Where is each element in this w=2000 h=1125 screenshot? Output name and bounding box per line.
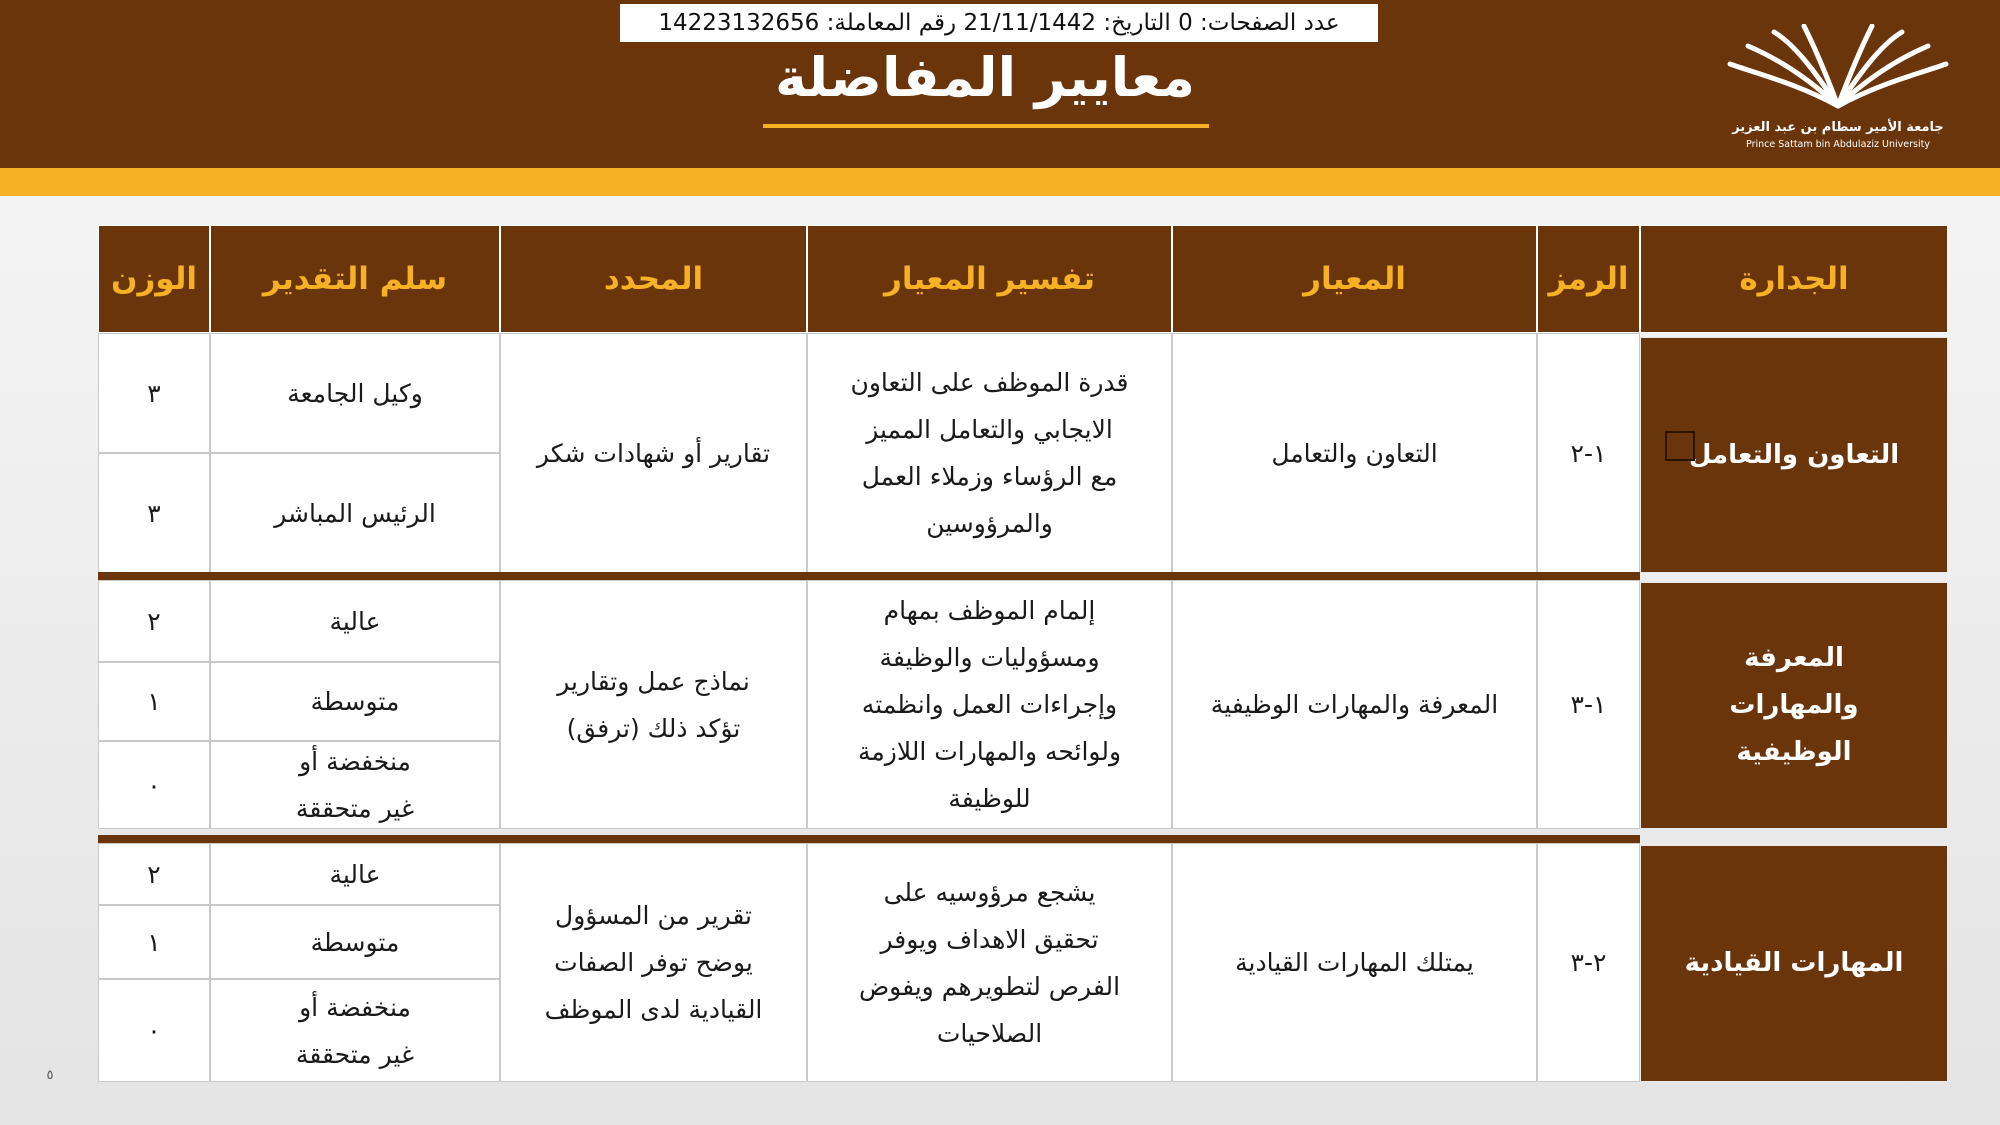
logo-name-arabic: جامعة الأمير سطام بن عبد العزيز xyxy=(1732,120,1944,135)
weight-cell: ٠ xyxy=(98,741,210,829)
accent-band xyxy=(0,168,2000,196)
scale-cell: عالية xyxy=(210,580,500,662)
header-weight: الوزن xyxy=(98,225,210,333)
scale-cell: وكيل الجامعة xyxy=(210,333,500,453)
competency-cell: المعرفة والمهارات الوظيفية xyxy=(1640,582,1948,829)
scale-cell: عالية xyxy=(210,843,500,905)
scale-cell: منخفضة أو غير متحققة xyxy=(210,979,500,1082)
title-underline xyxy=(763,124,1209,128)
determinant-cell: تقارير أو شهادات شكر xyxy=(500,333,807,573)
code-cell: ٢-٣ xyxy=(1537,843,1640,1082)
logo-name-english: Prince Sattam bin Abdulaziz University xyxy=(1746,139,1930,150)
competency-label: التعاون والتعامل xyxy=(1688,439,1900,470)
book-logo-icon xyxy=(1718,24,1958,120)
header-criterion: المعيار xyxy=(1172,225,1537,333)
scale-cell: متوسطة xyxy=(210,905,500,979)
header-competency: الجدارة xyxy=(1640,225,1948,333)
explanation-cell: إلمام الموظف بمهام ومسؤوليات والوظيفة وإجراءات العمل وانظمته ولوائحه والمهارات اللازمة للوظيفة xyxy=(807,580,1172,829)
code-cell: ١-٣ xyxy=(1537,580,1640,829)
weight-cell: ٢ xyxy=(98,843,210,905)
code-cell: ١-٢ xyxy=(1537,333,1640,573)
weight-cell: ٣ xyxy=(98,453,210,573)
document-meta-stamp: عدد الصفحات: 0 التاريخ: 21/11/1442 رقم المعاملة: 14223132656 xyxy=(620,4,1378,42)
determinant-cell: تقرير من المسؤول يوضح توفر الصفات القيادية لدى الموظف xyxy=(500,843,807,1082)
scale-cell: متوسطة xyxy=(210,662,500,741)
university-logo xyxy=(1718,24,1958,154)
weight-cell: ٠ xyxy=(98,979,210,1082)
explanation-cell: قدرة الموظف على التعاون الايجابي والتعامل المميز مع الرؤساء وزملاء العمل والمرؤوسين xyxy=(807,333,1172,573)
header-explanation: تفسير المعيار xyxy=(807,225,1172,333)
criteria-table xyxy=(98,225,1948,1082)
header-code: الرمز xyxy=(1537,225,1640,333)
header-scale: سلم التقدير xyxy=(210,225,500,333)
weight-cell: ٢ xyxy=(98,580,210,662)
weight-cell: ١ xyxy=(98,905,210,979)
weight-cell: ٣ xyxy=(98,333,210,453)
row-separator xyxy=(98,572,1640,580)
scale-cell: منخفضة أو غير متحققة xyxy=(210,741,500,829)
competency-cell: المهارات القيادية xyxy=(1640,845,1948,1082)
row-separator xyxy=(98,835,1640,843)
explanation-cell: يشجع مرؤوسيه على تحقيق الاهداف ويوفر الفرص لتطويرهم ويفوض الصلاحيات xyxy=(807,843,1172,1082)
header-determinant: المحدد xyxy=(500,225,807,333)
criterion-cell: المعرفة والمهارات الوظيفية xyxy=(1172,580,1537,829)
criterion-cell: يمتلك المهارات القيادية xyxy=(1172,843,1537,1082)
scale-cell: الرئيس المباشر xyxy=(210,453,500,573)
page-title: معايير المفاضلة xyxy=(774,46,1195,109)
determinant-cell: نماذج عمل وتقارير تؤكد ذلك (ترفق) xyxy=(500,580,807,829)
weight-cell: ١ xyxy=(98,662,210,741)
page-number: ٥ xyxy=(46,1068,54,1083)
criterion-cell: التعاون والتعامل xyxy=(1172,333,1537,573)
competency-checkbox[interactable] xyxy=(1665,431,1695,461)
